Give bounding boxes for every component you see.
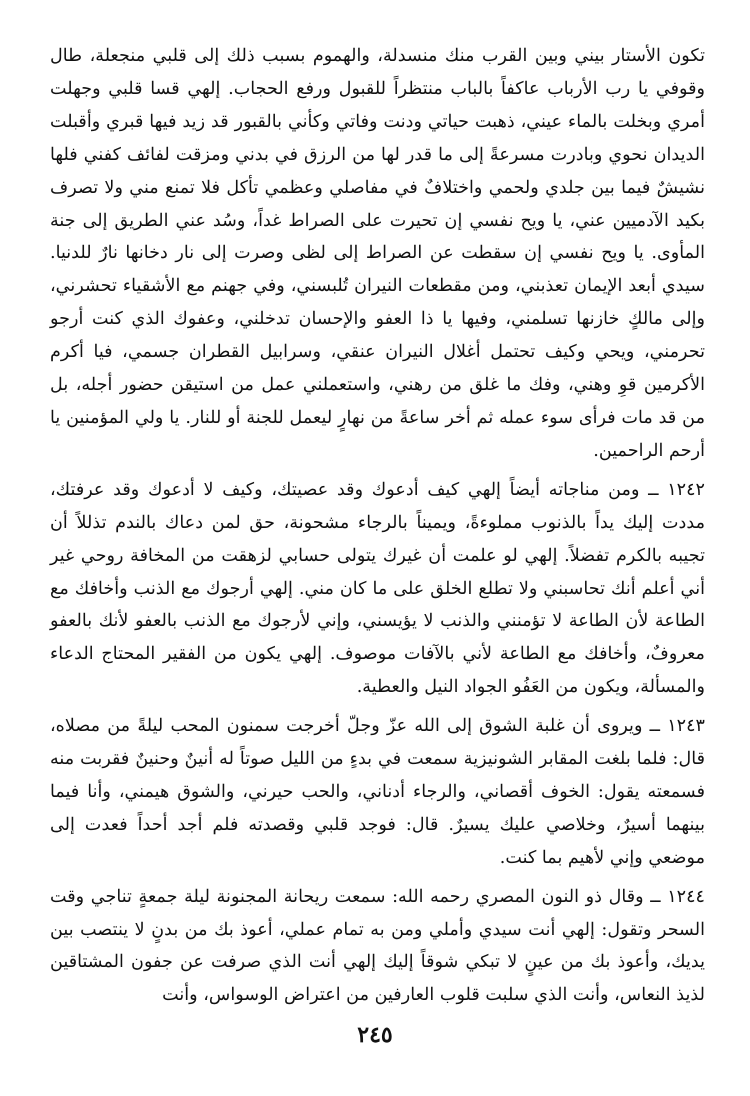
page-body — [50, 40, 705, 1012]
page-number: ٢٤٥ — [357, 1022, 393, 1048]
paragraph-1243: ١٢٤٣ ــ ويروى أن غلبة الشوق إلى الله عزّ وجلّ أخرجت سمنون المحب ليلةً من مصلاه، قال: فلما بلغت المقابر الشونيزية سمعت في بدءٍ من الليل صوتاً له أنينٌ وحنينٌ فقربت منه فسمعته يقول: الخوف أقصاني، والرجاء أدناني، والحب حيرني، والشوق هيمني، وأنا فيما بينهما أسيرٌ، وخلاصي عليك يسيرٌ. قال: فوجد قلبي وقصدته فلم أجد أحداً فعدت إلى موضعي وإني لأهيم بما كنت. — [50, 716, 705, 868]
paragraph-1244: ١٢٤٤ ــ وقال ذو النون المصري رحمه الله: سمعت ريحانة المجنونة ليلة جمعةٍ تناجي وقت السحر وتقول: إلهي أنت سيدي وأملي ومن به تمام عملي، أعوذ بك من بدنٍ لا ينتصب بين يديك، وأعوذ بك من عينٍ لا تبكي شوقاً إليك إلهي أنت الذي صرفت عن جفون المشتاقين لذيذ النعاس، وأنت الذي سلبت قلوب العارفين من اعتراض الوسواس، وأنت — [50, 886, 705, 1006]
paragraph-1242: ١٢٤٢ ــ ومن مناجاته أيضاً إلهي كيف أدعوك وقد عصيتك، وكيف لا أدعوك وقد عرفتك، مددت إليك يداً بالذنوب مملوءةً، ويميناً بالرجاء مشحونة، حق لمن دعاك بالندم تذللاً أن تجيبه بالكرم تفضلاً. إلهي لو علمت أن غيرك يتولى حسابي لزهقت من المخافة روحي غير أني أعلم أنك تحاسبني ولا تطلع الخلق على ما كان مني. إلهي أرجوك مع الذنب وأخافك مع الطاعة لأن الطاعة لا تؤمنني والذنب لا يؤيسني، وإني لأرجوك مع الذنب بالعفو لأنك بالعفو معروفٌ، وأخافك مع الطاعة لأني بالآفات موصوف. إلهي يكون من الفقير المحتاج الدعاء والمسألة، ويكون من العَفُو الجواد النيل والعطية. — [50, 479, 705, 698]
paragraph-1: تكون الأستار بيني وبين القرب منك منسدلة، والهموم بسبب ذلك إلى قلبي منجعلة، طال وقوفي يا رب الأرباب عاكفاً بالباب منتظراً للقبول ورفع الحجاب. إلهي قسا قلبي وجهلت أمري وبخلت بالماء عيني، ذهبت حياتي ودنت وفاتي وكأني بالقبور قد زيد فيها قبري وأقبلت الديدان نحوي وبادرت مسرعةً إلى ما قدر لها من الرزق في بدني ومزقت لفائف كفني فلها نشيشٌ فيما بين جلدي ولحمي واختلافٌ في مفاصلي وعظمي تأكل فلا تمنع مني ولا تصرف بكيد الآدميين عني، يا ويح نفسي إن تحيرت على الصراط غداً، وسُد عني الطريق إلى جنة المأوى. يا ويح نفسي إن سقطت عن الصراط إلى لظى وصرت إلى نار دخانها نارٌ للدنيا. سيدي أبعد الإيمان تعذبني، ومن مقطعات النيران تُلبسني، وفي جهنم مع الأشقياء تحشرني، وإلى مالكٍ خازنها تسلمني، وفيها يا ذا العفو والإحسان تدخلني، وعفوك الذي كنت أرجو تحرمني، ويحي وكيف تحتمل أغلال النيران عنقي، وسرابيل القطران جسمي، فيا أكرم الأكرمين قوِ وهني، وفك ما غلق من رهني، واستعملني عمل من استيقن حضور أجله، بل من قد مات فرأى سوء عمله ثم أخر ساعةً من نهارٍ ليعمل للجنة أو للنار. يا ولي المؤمنين يا أرحم الراحمين. — [50, 46, 705, 461]
